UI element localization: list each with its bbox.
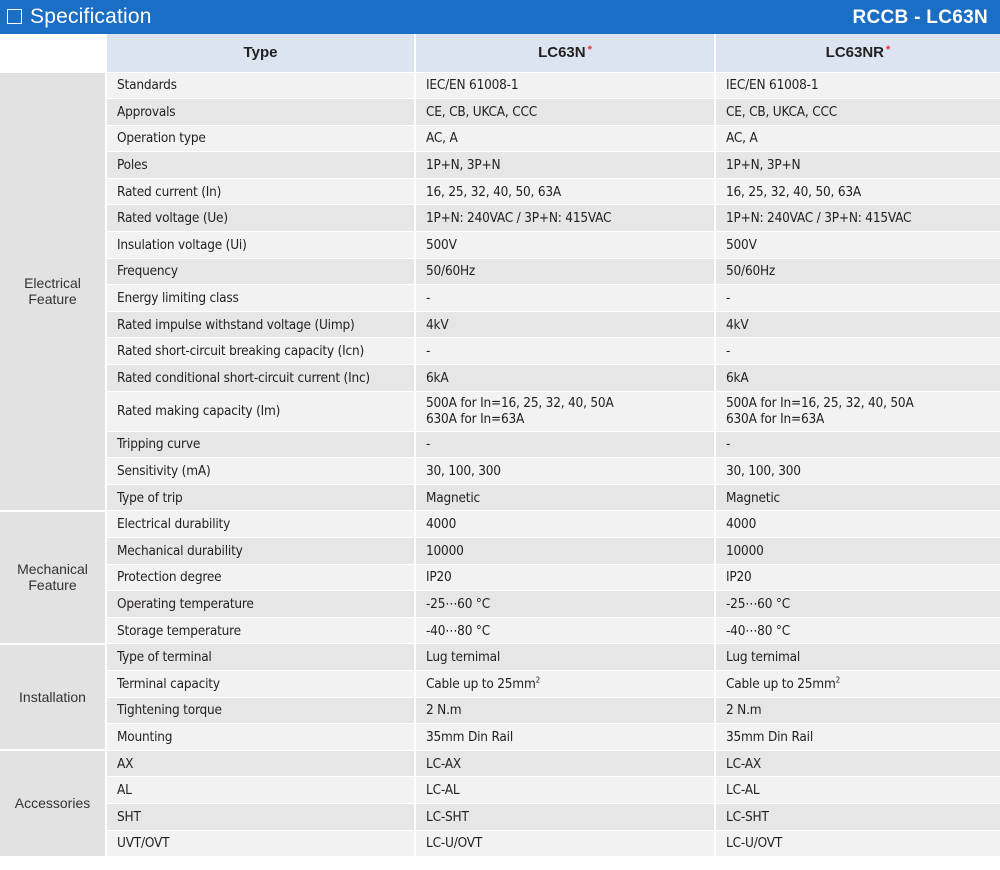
param-name: Sensitivity (mA) [106, 458, 415, 485]
table-row [0, 125, 1000, 152]
asterisk-mark: * [886, 44, 891, 57]
param-name: UVT/OVT [106, 830, 415, 857]
value-b: 4kV [715, 311, 1000, 338]
value-a: LC-SHT [415, 803, 715, 830]
param-name: Terminal capacity [106, 670, 415, 697]
table-row [0, 777, 1000, 804]
value-b: Magnetic [715, 484, 1000, 511]
value-b: IEC/EN 61008-1 [715, 72, 1000, 99]
table-row [0, 644, 1000, 671]
table-row [0, 338, 1000, 365]
param-name: Rated making capacity (Im) [106, 391, 415, 431]
param-name: Type of terminal [106, 644, 415, 671]
model-a-label: LC63N [538, 44, 586, 62]
value-a: 4000 [415, 511, 715, 538]
param-name: AX [106, 750, 415, 777]
param-name: SHT [106, 803, 415, 830]
table-row [0, 391, 1000, 431]
value-a: LC-AL [415, 777, 715, 804]
param-name: Mechanical durability [106, 538, 415, 565]
table-row [0, 724, 1000, 751]
value-b: 500V [715, 232, 1000, 259]
param-name: Tripping curve [106, 431, 415, 458]
table-row [0, 458, 1000, 485]
value-a: 1P+N: 240VAC / 3P+N: 415VAC [415, 205, 715, 232]
value-b: 35mm Din Rail [715, 724, 1000, 751]
product-model: RCCB - LC63N [852, 7, 988, 28]
value-a: - [415, 431, 715, 458]
corner-cell [0, 34, 106, 72]
value-b: 1P+N, 3P+N [715, 152, 1000, 179]
table-row [0, 99, 1000, 126]
type-header: Type [106, 34, 415, 72]
value-a: 6kA [415, 365, 715, 392]
model-b-header [715, 34, 1000, 72]
checkbox-icon [7, 9, 22, 24]
value-a [415, 670, 715, 697]
value-a: -25⋯60 °C [415, 591, 715, 618]
value-a: Magnetic [415, 484, 715, 511]
value-a: CE, CB, UKCA, CCC [415, 99, 715, 126]
value-b: Lug ternimal [715, 644, 1000, 671]
table-row [0, 311, 1000, 338]
value-b: 16, 25, 32, 40, 50, 63A [715, 178, 1000, 205]
value-b: AC, A [715, 125, 1000, 152]
param-name: Operating temperature [106, 591, 415, 618]
value-b: - [715, 431, 1000, 458]
param-name: Operation type [106, 125, 415, 152]
table-row [0, 484, 1000, 511]
param-name: Electrical durability [106, 511, 415, 538]
superscript: 2 [835, 675, 840, 685]
value-a: 50/60Hz [415, 258, 715, 285]
value-a: 35mm Din Rail [415, 724, 715, 751]
value-b: IP20 [715, 564, 1000, 591]
value-a: 2 N.m [415, 697, 715, 724]
value-a: 30, 100, 300 [415, 458, 715, 485]
param-name: Poles [106, 152, 415, 179]
table-row [0, 617, 1000, 644]
param-name: Type of trip [106, 484, 415, 511]
value-a: - [415, 285, 715, 312]
value-a: 500V [415, 232, 715, 259]
value-b: LC-U/OVT [715, 830, 1000, 857]
table-row [0, 285, 1000, 312]
value-a: 4kV [415, 311, 715, 338]
value-a: LC-AX [415, 750, 715, 777]
table-row [0, 205, 1000, 232]
value-a: 10000 [415, 538, 715, 565]
table-row [0, 152, 1000, 179]
param-name: Energy limiting class [106, 285, 415, 312]
table-row [0, 431, 1000, 458]
group-accessories: Accessories [0, 750, 106, 856]
group-installation: Installation [0, 644, 106, 750]
param-name: Rated conditional short-circuit current (Inc) [106, 365, 415, 392]
param-name: Protection degree [106, 564, 415, 591]
param-name: Rated voltage (Ue) [106, 205, 415, 232]
value-b: 1P+N: 240VAC / 3P+N: 415VAC [715, 205, 1000, 232]
param-name: Storage temperature [106, 617, 415, 644]
param-name: Rated short-circuit breaking capacity (Icn) [106, 338, 415, 365]
table-row [0, 232, 1000, 259]
value-a: Lug ternimal [415, 644, 715, 671]
table-row [0, 750, 1000, 777]
param-name: Standards [106, 72, 415, 99]
value-a: AC, A [415, 125, 715, 152]
table-row [0, 365, 1000, 392]
section-title: Specification [30, 5, 152, 28]
value-b-line2: 630A for In=63A [726, 411, 825, 428]
value-b: 2 N.m [715, 697, 1000, 724]
value-a: 16, 25, 32, 40, 50, 63A [415, 178, 715, 205]
value-b: CE, CB, UKCA, CCC [715, 99, 1000, 126]
param-name: Mounting [106, 724, 415, 751]
table-row [0, 511, 1000, 538]
value-a: 1P+N, 3P+N [415, 152, 715, 179]
superscript: 2 [535, 675, 540, 685]
value-b: - [715, 285, 1000, 312]
table-row [0, 564, 1000, 591]
value-b: 6kA [715, 365, 1000, 392]
value-b: 30, 100, 300 [715, 458, 1000, 485]
value-b: LC-SHT [715, 803, 1000, 830]
value-b: 50/60Hz [715, 258, 1000, 285]
param-name: Approvals [106, 99, 415, 126]
table-row [0, 72, 1000, 99]
group-electrical: Electrical Feature [0, 72, 106, 511]
param-name: Tightening torque [106, 697, 415, 724]
param-name: Insulation voltage (Ui) [106, 232, 415, 259]
value-a-line2: 630A for In=63A [426, 411, 525, 428]
model-b-label: LC63NR [825, 44, 885, 62]
value-b: LC-AL [715, 777, 1000, 804]
value-a: -40⋯80 °C [415, 617, 715, 644]
specification-table [0, 34, 1000, 858]
value-b: 4000 [715, 511, 1000, 538]
param-name: Frequency [106, 258, 415, 285]
value-a: IEC/EN 61008-1 [415, 72, 715, 99]
group-mechanical: Mechanical Feature [0, 511, 106, 644]
table-row [0, 538, 1000, 565]
table-row [0, 591, 1000, 618]
table-row [0, 803, 1000, 830]
value-b: 10000 [715, 538, 1000, 565]
value-b-text: Cable up to 25mm [726, 675, 836, 692]
value-b: -25⋯60 °C [715, 591, 1000, 618]
param-name: Rated current (In) [106, 178, 415, 205]
table-row [0, 697, 1000, 724]
value-a: IP20 [415, 564, 715, 591]
table-header-row [0, 34, 1000, 72]
table-row [0, 258, 1000, 285]
model-a-header [415, 34, 715, 72]
value-a-text: Cable up to 25mm [426, 675, 536, 692]
section-header [0, 0, 1000, 34]
asterisk-mark: * [587, 44, 592, 57]
value-b [715, 391, 1000, 431]
param-name: AL [106, 777, 415, 804]
value-b: -40⋯80 °C [715, 617, 1000, 644]
value-b-line1: 500A for In=16, 25, 32, 40, 50A [726, 395, 914, 412]
value-a: LC-U/OVT [415, 830, 715, 857]
table-row [0, 670, 1000, 697]
param-name: Rated impulse withstand voltage (Uimp) [106, 311, 415, 338]
value-b [715, 670, 1000, 697]
value-b: LC-AX [715, 750, 1000, 777]
value-b: - [715, 338, 1000, 365]
value-a [415, 391, 715, 431]
value-a: - [415, 338, 715, 365]
value-a-line1: 500A for In=16, 25, 32, 40, 50A [426, 395, 614, 412]
table-row [0, 178, 1000, 205]
table-row [0, 830, 1000, 857]
